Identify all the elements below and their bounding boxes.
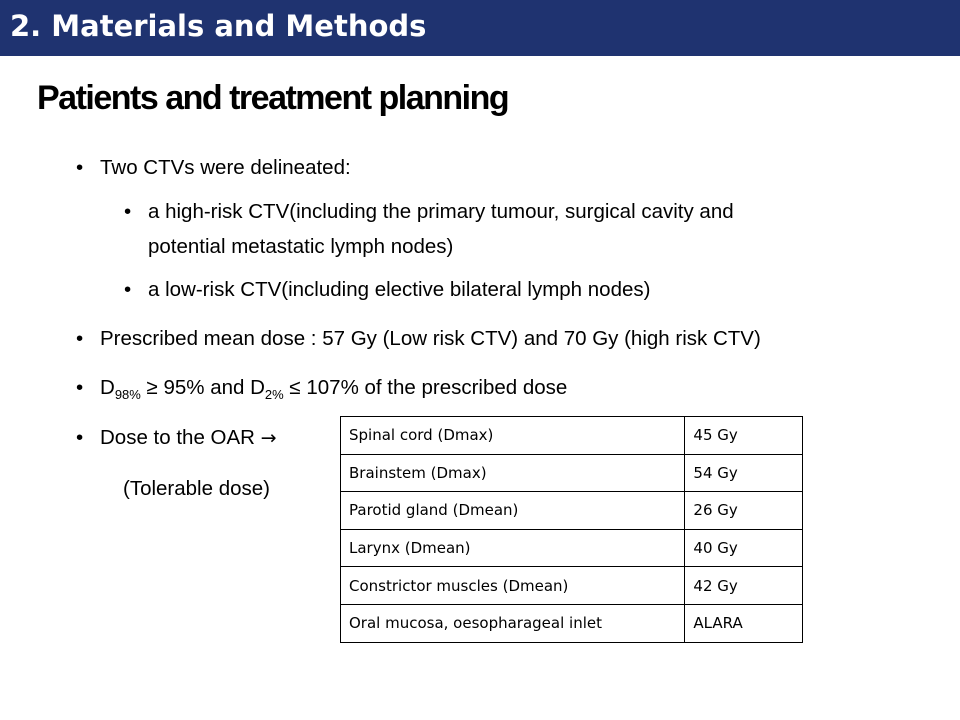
bullet-text: potential metastatic lymph nodes) xyxy=(148,235,454,258)
tolerable-dose-label: (Tolerable dose) xyxy=(123,477,270,500)
organ-cell: Parotid gland (Dmean) xyxy=(341,492,685,530)
dose-mid: ≥ 95% and D xyxy=(140,376,265,399)
organ-cell: Larynx (Dmean) xyxy=(341,529,685,567)
sub-bullet-high-risk-cont xyxy=(148,235,453,259)
bullet-dot: • xyxy=(76,376,84,399)
dose-cell: ALARA xyxy=(685,604,803,642)
bullet-text: a low-risk CTV(including elective bilateral lymph nodes) xyxy=(148,278,651,301)
bullet-dot: • xyxy=(124,200,132,223)
organ-cell: Constrictor muscles (Dmean) xyxy=(341,567,685,605)
sub-bullet-low-risk xyxy=(124,278,651,302)
page-title: Patients and treatment planning xyxy=(37,79,509,117)
bullet-text: Dose to the OAR xyxy=(100,426,255,449)
table-row xyxy=(341,417,803,455)
dose-cell: 42 Gy xyxy=(685,567,803,605)
dose-d98: D xyxy=(100,376,115,399)
bullet-dose-constraint xyxy=(76,376,568,402)
bullet-text: Two CTVs were delineated: xyxy=(100,156,351,179)
bullet-dot: • xyxy=(76,156,84,179)
table-row xyxy=(341,492,803,530)
dose-cell: 54 Gy xyxy=(685,454,803,492)
table-row xyxy=(341,454,803,492)
dose-end: ≤ 107% of the prescribed dose xyxy=(283,376,568,399)
subscript-2: 2% xyxy=(264,387,284,402)
dose-cell: 45 Gy xyxy=(685,417,803,455)
oar-dose-table xyxy=(340,416,803,643)
arrow-right-icon: → xyxy=(260,427,277,449)
section-title: 2. Materials and Methods xyxy=(10,9,427,43)
table-row xyxy=(341,604,803,642)
dose-cell: 40 Gy xyxy=(685,529,803,567)
bullet-prescribed-dose xyxy=(76,327,761,351)
bullet-dot: • xyxy=(76,327,84,350)
bullet-ctv-intro xyxy=(76,156,351,180)
table-row xyxy=(341,567,803,605)
table-row xyxy=(341,529,803,567)
bullet-dot: • xyxy=(76,426,84,449)
bullet-oar xyxy=(76,426,277,450)
bullet-dot: • xyxy=(124,278,132,301)
subscript-98: 98% xyxy=(114,387,141,402)
organ-cell: Oral mucosa, oesopharageal inlet xyxy=(341,604,685,642)
dose-cell: 26 Gy xyxy=(685,492,803,530)
organ-cell: Brainstem (Dmax) xyxy=(341,454,685,492)
header-bar xyxy=(0,0,960,56)
organ-cell: Spinal cord (Dmax) xyxy=(341,417,685,455)
bullet-text: Prescribed mean dose : 57 Gy (Low risk CTV) and 70 Gy (high risk CTV) xyxy=(100,327,761,350)
bullet-text: a high-risk CTV(including the primary tumour, surgical cavity and xyxy=(148,200,734,223)
sub-bullet-high-risk xyxy=(124,200,734,224)
